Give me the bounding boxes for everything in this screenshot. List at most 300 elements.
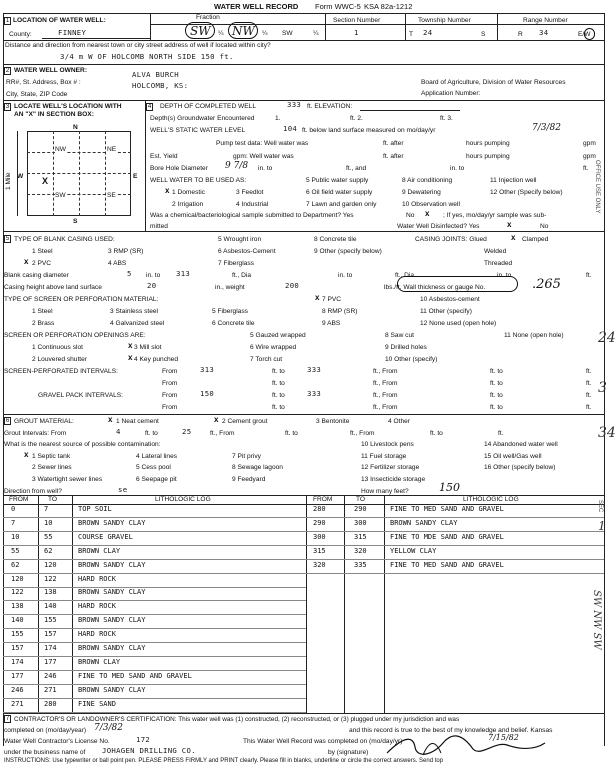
joints-welded: Welded: [484, 248, 507, 255]
ne-quarter-label: NE: [107, 146, 117, 153]
use-label: WELL WATER TO BE USED AS:: [150, 177, 247, 184]
contam-seepage: 6 Seepage pit: [136, 476, 177, 483]
opening-gauzed: 5 Gauzed wrapped: [250, 332, 306, 339]
grout-other: 4 Other: [388, 418, 410, 425]
log-row: [0, 644, 611, 654]
groundwater-3: ft. 3.: [440, 115, 453, 122]
distance-value: 3/4 m W OF HOLCOMB NORTH SIDE 150 ft.: [60, 52, 234, 61]
use-dewatering: 9 Dewatering: [402, 189, 441, 196]
log-description-cell: COURSE GRAVEL: [78, 532, 133, 541]
log-description-cell: BROWN SANDY CLAY: [78, 560, 146, 569]
log-from-cell: 7: [11, 518, 16, 527]
perf-ft: ft.: [586, 368, 592, 375]
casing-diameter-value: 5: [127, 269, 132, 278]
city-label: City, State, ZIP Code: [6, 91, 68, 98]
log-row: [0, 575, 611, 585]
log-row: [0, 505, 611, 515]
section-1-number: 1: [5, 18, 10, 24]
log-to-cell: 290: [354, 505, 367, 513]
log-from-cell: 10: [11, 532, 20, 541]
casing-asbestos: 6 Asbestos-Cement: [218, 248, 276, 255]
gravel-from-label-2: From: [162, 404, 178, 411]
owner-label: WATER WELL OWNER:: [14, 67, 88, 74]
log-from-cell: 177: [11, 671, 24, 680]
log-row: [0, 672, 611, 682]
distance-label: Distance and direction from nearest town or city street address of well if located within city?: [5, 42, 271, 49]
fraction-q1: SW: [190, 24, 211, 38]
perf-intervals-label: SCREEN-PERFORATED INTERVALS:: [4, 368, 118, 375]
range-label: Range Number: [523, 17, 568, 24]
log-from-cell: 140: [11, 616, 24, 625]
screen-pvc: 7 PVC: [322, 296, 342, 303]
est-yield-gpm: gpm: Well water was: [233, 153, 294, 160]
log-row: [0, 700, 611, 710]
log-description-cell: BROWN SANDY CLAY: [78, 644, 146, 652]
screen-other: 11 Other (specify): [420, 308, 472, 315]
casing-wrought: 5 Wrought iron: [218, 236, 262, 243]
business-value: JOHAGEN DRILLING CO.: [102, 746, 196, 755]
casing-weight-label: in., weight: [215, 284, 245, 291]
office-section: 1: [598, 519, 606, 533]
section-6-number: 6: [5, 418, 10, 424]
log-from-cell: 320: [313, 560, 326, 569]
pump-gpm: gpm: [583, 140, 596, 147]
casing-fiberglass: 7 Fiberglass: [218, 260, 254, 267]
gravel-ft-from: ft., From: [373, 392, 398, 399]
log-from-cell: 246: [11, 685, 24, 694]
contam-livestock: 10 Livestock pens: [361, 441, 414, 448]
est-hours: hours pumping: [466, 153, 510, 160]
perf-ft-from: ft., From: [373, 368, 398, 375]
county-label: County:: [9, 31, 32, 38]
casing-other: 9 Other (specify below): [314, 248, 382, 255]
log-description-cell: BROWN SANDY CLAY: [390, 518, 458, 527]
casing-height-label: Casing height above land surface: [4, 284, 102, 291]
joints-clamped: Clamped: [522, 236, 549, 243]
gravel-ft: ft.: [586, 392, 592, 399]
casing-steel: 1 Steel: [32, 248, 53, 255]
static-date: 7/3/82: [532, 123, 561, 133]
contam-insecticide: 13 Insecticide storage: [361, 476, 426, 483]
contam-sewer: 2 Sewer lines: [32, 464, 72, 471]
east-label: E: [133, 173, 138, 180]
log-description-cell: BROWN SANDY CLAY: [78, 588, 146, 597]
quarter-symbol: ¼: [313, 30, 319, 37]
use-observation: 10 Observation well: [402, 201, 460, 208]
chemical-sample-label: Was a chemical/bacteriological sample submitted to Department? Yes: [150, 212, 354, 219]
log-to-cell: 320: [354, 546, 367, 555]
gravel-from-value: 150: [200, 389, 215, 398]
screen-abs: 9 ABS: [322, 320, 341, 327]
log-from-cell: 0: [11, 505, 16, 513]
elevation-label: ft. ELEVATION:: [307, 103, 353, 110]
log-row: [0, 519, 611, 529]
casing-diameter-label: Blank casing diameter: [4, 272, 69, 279]
casing-weight-value: 200: [285, 281, 300, 290]
log-to-cell: 55: [44, 532, 53, 541]
board-text: Board of Agriculture, Division of Water Resources: [421, 79, 566, 86]
screen-none: 12 None used (open hole): [420, 320, 497, 327]
use-air: 8 Air conditioning: [402, 177, 453, 184]
static-level-value: 104: [283, 124, 298, 133]
casing-ft-dia: ft., Dia: [232, 272, 252, 279]
completed-label: completed on (mo/day/year): [4, 727, 87, 734]
direction-label: Direction from well?: [4, 488, 62, 495]
log-description-cell: HARD ROCK: [78, 602, 116, 611]
grout-cement: 2 Cement grout: [222, 418, 268, 425]
log-from-cell: 300: [313, 532, 326, 541]
contam-other: 16 Other (specify below): [484, 464, 556, 471]
grout-from-value: 4: [116, 427, 121, 436]
true-label: and this record is true to the best of my knowledge and belief. Kansas: [349, 727, 553, 734]
cert-label: CONTRACTOR'S OR LANDOWNER'S CERTIFICATION: This water well was (1) constructed, (2) reconstructed, or (3) plugged under my jurisdiction and was: [14, 716, 460, 723]
wall-thickness-label: lbs./ft. Wall thickness or gauge No.: [384, 284, 486, 291]
est-after: ft. after: [383, 153, 404, 160]
contam-abandoned: 14 Abandoned water well: [484, 441, 558, 448]
gravel-to-4: ft. to: [490, 404, 503, 411]
bore-and: ft., and: [346, 165, 367, 172]
contam-fertilizer: 12 Fertilizer storage: [361, 464, 420, 471]
office-use-label: OFFICE USE ONLY: [594, 160, 600, 214]
log-to-cell: 7: [44, 505, 49, 513]
pump-test-label: Pump test data: Well water was: [216, 140, 309, 147]
log-from-cell: 122: [11, 588, 24, 597]
office-township: 24: [598, 330, 616, 346]
sw-quarter-label: SW: [55, 192, 66, 199]
west-label: W: [17, 173, 24, 180]
groundwater-1: 1.: [275, 115, 281, 122]
completed-date: 7/3/82: [94, 723, 123, 733]
pump-after: ft. after: [383, 140, 404, 147]
section-2-number: 2: [5, 68, 10, 74]
log-to-cell: 300: [354, 518, 367, 527]
grout-to-label: ft. to: [145, 430, 158, 437]
license-label: Water Well Contractor's License No.: [4, 738, 110, 745]
perf-to-2: ft. to: [490, 368, 503, 375]
casing-in-to-3: in. to: [497, 272, 512, 279]
grout-label: GROUT MATERIAL:: [14, 418, 74, 425]
signature-label: by (signature): [328, 749, 369, 756]
pump-hours: hours pumping: [466, 140, 510, 147]
log-to-cell: 138: [44, 588, 57, 597]
grout-bentonite: 3 Bentonite: [316, 418, 350, 425]
disinfected-yes-check: x: [507, 220, 512, 229]
opening-sawcut: 8 Saw cut: [385, 332, 414, 339]
submitted-label: mitted: [150, 223, 168, 230]
static-level-tail: ft. below land surface measured on mo/day/yr: [302, 127, 436, 134]
application-label: Application Number:: [421, 90, 481, 97]
groundwater-2: ft. 2.: [350, 115, 363, 122]
locate-label-2: AN "X" IN SECTION BOX:: [14, 111, 94, 118]
office-sec-label: SEC: [597, 500, 603, 513]
grout-to-value: 25: [182, 427, 192, 436]
office-range: 34: [598, 425, 616, 441]
log-from-cell: 157: [11, 644, 24, 652]
range-value: 34: [539, 28, 549, 37]
section-4-number: 4: [147, 104, 152, 110]
opening-millslot: 3 Mill slot: [134, 344, 162, 351]
screen-material-label: TYPE OF SCREEN OR PERFORATION MATERIAL:: [4, 296, 159, 303]
log-description-cell: BROWN SANDY CLAY: [78, 616, 146, 625]
owner-name: ALVA BURCH: [132, 70, 179, 79]
use-industrial: 4 Industrial: [236, 201, 269, 208]
log-to-cell: 10: [44, 518, 53, 527]
gravel-label: GRAVEL PACK INTERVALS:: [38, 392, 124, 399]
log-to-cell: 120: [44, 560, 57, 569]
opening-other: 10 Other (specify): [385, 356, 438, 363]
perf-to-label: ft. to: [272, 368, 285, 375]
septic-check: x: [24, 450, 29, 459]
casing-in-to-2: in. to: [338, 272, 353, 279]
log-to-cell: 271: [44, 685, 57, 694]
contam-lagoon: 8 Sewage lagoon: [232, 464, 283, 471]
depth-label: DEPTH OF COMPLETED WELL: [160, 103, 256, 110]
joints-threaded: Threaded: [484, 260, 513, 267]
screen-pvc-check: x: [315, 293, 320, 302]
log-to-header: TO: [48, 496, 58, 503]
contractor-signature: [383, 733, 548, 759]
casing-rmp: 3 RMP (SR): [108, 248, 144, 255]
bore-label: Bore Hole Diameter: [150, 165, 208, 172]
south-label: S: [73, 218, 78, 225]
contam-pit: 7 Pit privy: [232, 453, 261, 460]
contamination-label: What is the nearest source of possible contamination:: [4, 441, 161, 448]
use-domestic: 1 Domestic: [172, 189, 205, 196]
use-lawn: 7 Lawn and garden only: [306, 201, 377, 208]
use-public: 5 Public water supply: [306, 177, 369, 184]
section-number-value: 1: [354, 28, 359, 37]
millslot-check: x: [128, 341, 133, 350]
form-title: WATER WELL RECORD: [214, 2, 299, 11]
log-row: [0, 686, 611, 696]
log-row: [0, 588, 611, 598]
section-7-number: 7: [5, 716, 10, 722]
log-litho-header-2: LITHOLOGIC LOG: [463, 496, 519, 503]
direction-value: se: [118, 485, 128, 494]
how-many-label: How many feet?: [361, 488, 409, 495]
fraction-q2: NW: [232, 24, 255, 38]
log-litho-header: LITHOLOGIC LOG: [155, 496, 211, 503]
bore-value: 9 7/8: [225, 161, 249, 171]
log-description-cell: YELLOW CLAY: [390, 546, 437, 555]
rr-label: RR#, St. Address, Box # :: [6, 79, 81, 86]
log-from-cell: 55: [11, 546, 20, 555]
chemical-tail: ; If yes, mo/day/yr sample was sub-: [443, 212, 547, 219]
gauge-value: .265: [532, 277, 561, 292]
se-quarter-label: SE: [107, 192, 116, 199]
log-to-cell: 122: [44, 574, 57, 583]
log-to-cell: 62: [44, 546, 53, 555]
perf-ft-from-2: ft., From: [373, 380, 398, 387]
log-row: [0, 602, 611, 612]
neat-cement-check: x: [108, 415, 113, 424]
office-mark: 3: [598, 380, 607, 396]
log-from-cell: 120: [11, 574, 24, 583]
perf-to-value: 333: [307, 365, 322, 374]
screen-steel: 1 Steel: [32, 308, 53, 315]
fraction-q3: SW: [282, 30, 293, 37]
opening-torch: 7 Torch cut: [250, 356, 283, 363]
use-injection: 11 Injection well: [490, 177, 537, 184]
owner-city: HOLCOMB, KS:: [132, 81, 189, 90]
fraction-label: Fraction: [196, 14, 220, 21]
groundwater-label: Depth(s) Groundwater Encountered: [150, 115, 255, 122]
log-to-cell: 140: [44, 602, 57, 611]
gravel-to-label-3: ft. to: [272, 404, 285, 411]
log-from-cell: 315: [313, 546, 326, 555]
perf-from-label: From: [162, 368, 178, 375]
keypunched-check: x: [128, 353, 133, 362]
bore-in-to: in. to: [450, 165, 465, 172]
casing-pvc: 2 PVC: [32, 260, 52, 267]
casing-height-value: 20: [147, 281, 157, 290]
gravel-to-2: ft. to: [490, 392, 503, 399]
log-from-cell: 138: [11, 602, 24, 611]
bore-ft: ft.: [583, 165, 589, 172]
gravel-from-label: From: [162, 392, 178, 399]
perf-from-value: 313: [200, 365, 215, 374]
chemical-no: No: [406, 212, 415, 219]
form-number: Form WWC-5: [315, 2, 361, 11]
contam-lateral: 4 Lateral lines: [136, 453, 178, 460]
log-description-cell: TOP SOIL: [78, 505, 112, 513]
perf-to-label-3: ft. to: [272, 380, 285, 387]
glued-check: x: [511, 233, 516, 242]
section-number-label: Section Number: [333, 17, 381, 24]
grout-to-2: ft. to: [285, 430, 298, 437]
log-row: [0, 547, 611, 557]
log-row: [0, 658, 611, 668]
log-description-cell: FINE TO MDE SAND AND GRAVEL: [390, 532, 504, 541]
grout-intervals-label: Grout Intervals: From: [4, 430, 67, 437]
log-from-cell: 155: [11, 630, 24, 639]
log-row: [0, 561, 611, 571]
log-from-cell: 174: [11, 657, 24, 666]
section-5-number: 5: [5, 236, 10, 242]
log-description-cell: FINE SAND: [78, 699, 116, 708]
casing-in-to: in. to: [146, 272, 161, 279]
casing-to-value: 313: [176, 269, 191, 278]
log-description-cell: HARD ROCK: [78, 630, 116, 639]
grout-ft-from-2: ft., From: [350, 430, 375, 437]
mile-label: 1 Mile: [5, 172, 12, 190]
use-other: 12 Other (Specify below): [490, 189, 563, 196]
static-level-label: WELL'S STATIC WATER LEVEL: [150, 127, 246, 134]
contam-watertight: 3 Watertight sewer lines: [32, 476, 103, 483]
business-label: under the business name of: [4, 749, 86, 756]
opening-continuous: 1 Continuous slot: [32, 344, 83, 351]
bore-tail: in. to: [258, 165, 273, 172]
log-from-cell: 280: [313, 505, 326, 513]
gravel-ft-2: ft.: [586, 404, 592, 411]
log-from-cell: 271: [11, 699, 24, 708]
log-description-cell: BROWN SANDY CLAY: [78, 518, 146, 527]
pvc-check: x: [24, 257, 29, 266]
log-to-cell: 246: [44, 671, 57, 680]
log-to-cell: 280: [44, 699, 57, 708]
feet-value: 150: [439, 481, 460, 494]
casing-abs: 4 ABS: [108, 260, 127, 267]
screen-asbestos: 10 Asbestos-cement: [420, 296, 480, 303]
grout-neat: 1 Neat cement: [116, 418, 159, 425]
record-date: 7/15/82: [488, 733, 519, 742]
contam-oilwell: 15 Oil well/Gas well: [484, 453, 542, 460]
casing-concrete: 8 Concrete tile: [314, 236, 357, 243]
gravel-to-value: 333: [307, 389, 322, 398]
joints-label: CASING JOINTS: Glued: [415, 236, 487, 243]
locate-label: LOCATE WELL'S LOCATION WITH: [14, 103, 122, 110]
contam-septic: 1 Septic tank: [32, 453, 71, 460]
log-description-cell: FINE TO MED SAND AND GRAVEL: [390, 505, 504, 513]
township-value: 24: [423, 28, 433, 37]
log-to-cell: 155: [44, 616, 57, 625]
casing-type-label: TYPE OF BLANK CASING USED:: [14, 236, 115, 243]
gravel-ft-from-2: ft., From: [373, 404, 398, 411]
perf-from-label-2: From: [162, 380, 178, 387]
casing-ft-dia-2: ft., Dia: [395, 272, 415, 279]
instructions-1: INSTRUCTIONS: Use typewriter or ball point pen. PLEASE PRESS FIRMLY and PRINT clearly. Please fill in blanks, underline or circle the correct answers. Send top: [4, 758, 444, 764]
log-to-header-2: TO: [356, 496, 366, 503]
record-completed-label: This Water Well Record was completed on (mo/day/yr): [243, 738, 403, 745]
log-description-cell: BROWN CLAY: [78, 546, 121, 555]
log-row: [0, 630, 611, 640]
log-from-header: FROM: [9, 496, 29, 503]
screen-brass: 2 Brass: [32, 320, 55, 327]
opening-keypunched: 4 Key punched: [134, 356, 178, 363]
license-value: 172: [136, 735, 151, 744]
perf-to-4: ft. to: [490, 380, 503, 387]
gravel-to-label: ft. to: [272, 392, 285, 399]
opening-wire: 6 Wire wrapped: [250, 344, 297, 351]
est-yield-label: Est. Yield: [150, 153, 178, 160]
screen-concrete: 6 Concrete tile: [212, 320, 255, 327]
log-to-cell: 174: [44, 644, 57, 652]
use-oilfield: 6 Oil field water supply: [306, 189, 373, 196]
grout-ft: ft.: [498, 430, 504, 437]
casing-ft: ft.: [586, 272, 592, 279]
screen-fiberglass: 5 Fiberglass: [212, 308, 248, 315]
log-to-cell: 157: [44, 630, 57, 639]
log-description-cell: FINE TO MED SAND AND GRAVEL: [390, 560, 504, 569]
township-t: T: [409, 31, 414, 38]
ksa-ref: KSA 82a-1212: [364, 2, 413, 11]
screen-stainless: 3 Stainless steel: [110, 308, 159, 315]
contam-feedyard: 9 Feedyard: [232, 476, 266, 483]
grout-to-3: ft. to: [430, 430, 443, 437]
quarter-symbol: ¼: [262, 30, 268, 37]
location-label: LOCATION OF WATER WELL:: [13, 17, 106, 24]
well-location-x: X: [42, 176, 49, 186]
log-row: [0, 616, 611, 626]
perf-ft-2: ft.: [586, 380, 592, 387]
log-to-cell: 335: [354, 560, 367, 569]
contam-fuel: 11 Fuel storage: [361, 453, 407, 460]
disinfected-no: No: [540, 223, 549, 230]
township-label: Township Number: [418, 17, 471, 24]
use-feedlot: 3 Feedlot: [236, 189, 264, 196]
log-from-header-2: FROM: [313, 496, 333, 503]
chemical-no-check: x: [425, 209, 430, 218]
range-ew: E/W: [578, 31, 591, 38]
log-from-cell: 62: [11, 560, 20, 569]
log-description-cell: FINE TO MED SAND AND GRAVEL: [78, 671, 192, 680]
screen-galvanized: 4 Galvanized steel: [110, 320, 165, 327]
section-3-number: 3: [5, 104, 10, 110]
range-r: R: [518, 31, 523, 38]
opening-louvered: 2 Louvered shutter: [32, 356, 87, 363]
depth-value: 333: [287, 100, 302, 109]
log-row: [0, 533, 611, 543]
